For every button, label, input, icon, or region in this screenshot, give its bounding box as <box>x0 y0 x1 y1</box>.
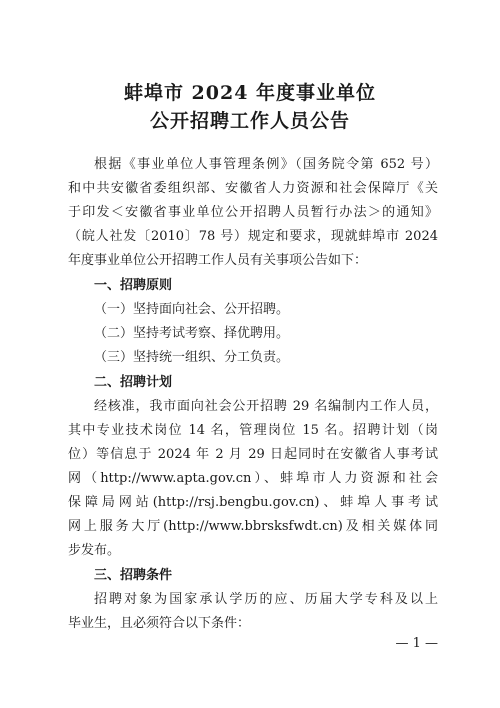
paragraph-line: （皖人社发〔2010〕78 号）规定和要求，现就蚌埠市 2024 <box>68 229 438 244</box>
paragraph-line: 和中共安徽省委组织部、安徽省人力资源和社会保障厅《关 <box>68 181 438 196</box>
paragraph-line: 根据《事业单位人事管理条例》（国务院令第 652 号） <box>94 157 438 172</box>
section-heading-plan: 二、招聘计划 <box>94 375 173 390</box>
list-item: （三）坚持统一组织、分工负责。 <box>94 350 290 365</box>
paragraph-line: 年度事业单位公开招聘工作人员有关事项公告如下： <box>68 253 368 268</box>
document-title-line-1: 蚌埠市 2024 年度事业单位 <box>123 82 377 104</box>
page-number: — 1 — <box>395 636 438 651</box>
paragraph-line: 于印发＜安徽省事业单位公开招聘人员暂行办法＞的通知》 <box>68 205 438 220</box>
paragraph-line: 毕业生，且必须符合以下条件： <box>68 616 251 631</box>
list-item: （二）坚持考试考察、择优聘用。 <box>94 326 290 341</box>
section-heading-conditions: 三、招聘条件 <box>94 568 173 583</box>
paragraph-line: 其中专业技术岗位 14 名，管理岗位 15 名。招聘计划（岗 <box>68 423 438 438</box>
paragraph-line: 保障局网站(http://rsj.bengbu.gov.cn)、蚌埠人事考试 <box>68 495 438 510</box>
document-title-line-2: 公开招聘工作人员公告 <box>149 110 350 132</box>
paragraph-line: 位）等信息于 2024 年 2 月 29 日起同时在安徽省人事考试 <box>68 447 438 462</box>
list-item: （一）坚持面向社会、公开招聘。 <box>94 302 290 317</box>
paragraph-line: 步发布。 <box>68 543 121 558</box>
section-heading-principles: 一、招聘原则 <box>94 278 173 293</box>
paragraph-line: 网上服务大厅(http://www.bbrsksfwdt.cn)及相关媒体同 <box>68 519 438 534</box>
paragraph-line: 招聘对象为国家承认学历的应、历届大学专科及以上 <box>94 592 438 607</box>
paragraph-line: 经核准，我市面向社会公开招聘 29 名编制内工作人员， <box>94 399 438 414</box>
paragraph-line: 网（http://www.apta.gov.cn）、蚌埠市人力资源和社会 <box>68 471 438 486</box>
